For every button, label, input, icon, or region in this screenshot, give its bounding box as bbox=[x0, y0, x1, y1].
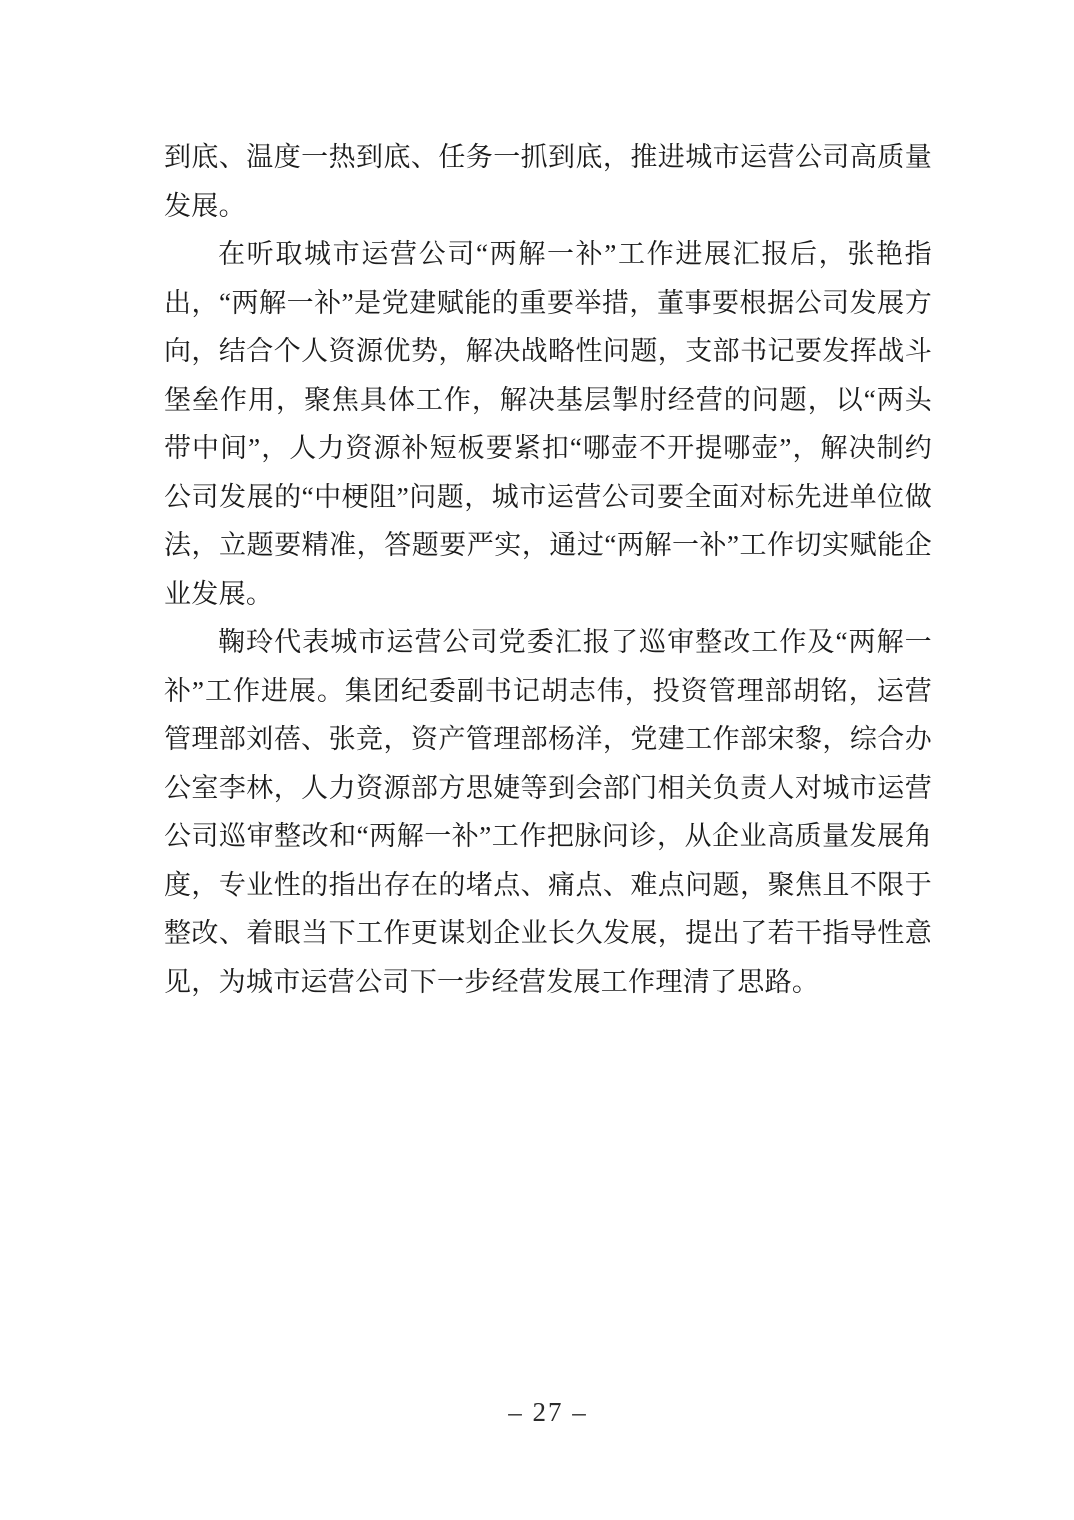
page-number: – 27 – bbox=[508, 1397, 588, 1427]
paragraph: 鞠玲代表城市运营公司党委汇报了巡审整改工作及“两解一补”工作进展。集团纪委副书记胡志伟，投资管理部胡铭，运营管理部刘蓓、张竞，资产管理部杨洋，党建工作部宋黎，综合办公室李林，人力资源部方思婕等到会部门相关负责人对城市运营公司巡审整改和“两解一补”工作把脉问诊，从企业高质量发展角度，专业性的指出存在的堵点、痛点、难点问题，聚焦且不限于整改、着眼当下工作更谋划企业长久发展，提出了若干指导性意见，为城市运营公司下一步经营发展工作理清了思路。 bbox=[164, 627, 932, 997]
document-body bbox=[164, 133, 932, 1006]
paragraph-continuation: 到底、温度一热到底、任务一抓到底，推进城市运营公司高质量发展。 bbox=[164, 142, 932, 221]
paragraph: 在听取城市运营公司“两解一补”工作进展汇报后，张艳指出，“两解一补”是党建赋能的重要举措，董事要根据公司发展方向，结合个人资源优势，解决战略性问题，支部书记要发挥战斗堡垒作用，聚焦具体工作，解决基层掣肘经营的问题，以“两头带中间”，人力资源补短板要紧扣“哪壶不开提哪壶”，解决制约公司发展的“中梗阻”问题，城市运营公司要全面对标先进单位做法，立题要精准，答题要严实，通过“两解一补”工作切实赋能企业发展。 bbox=[164, 239, 932, 609]
